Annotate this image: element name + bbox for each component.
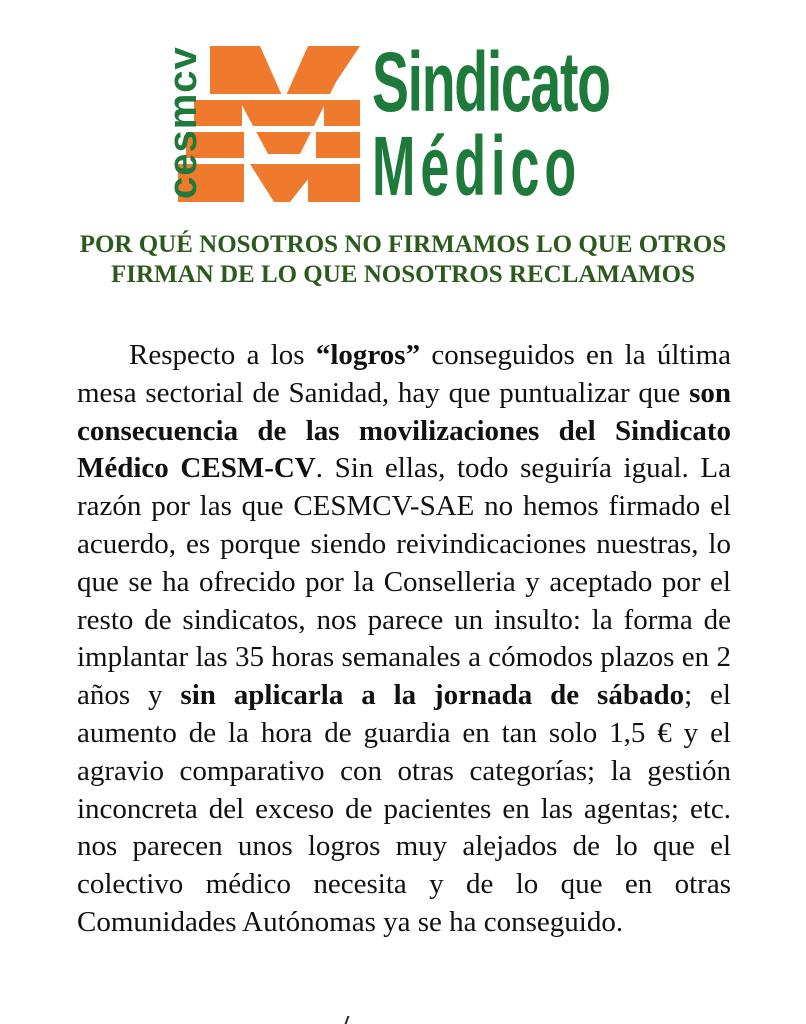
body-text-run: Respecto a los (129, 339, 316, 371)
sindicato-medico-logo (150, 35, 620, 213)
logo-title-line2: Médico (372, 119, 582, 213)
body-text-run: . Sin ellas, todo seguiría igual. La razón por las que CESMCV-SAE no hemos firmado el acuerdo, es porque siendo reivindicaciones nuestras, lo que se ha ofrecido por la Conselleria y aceptado por el resto de sindicatos, nos parece un insulto: la forma de implantar las 35 horas semanales a cómodos plazos en 2 años y (77, 452, 731, 712)
body-bold-sabado: sin aplicarla a la jornada de sábado (180, 679, 685, 712)
logo-side-text: cesmcv (161, 46, 205, 199)
m-logo-mark (178, 46, 360, 202)
body-bold-logros: “logros” (315, 339, 421, 371)
body-bold-movilizaciones: son consecuencia de las movilizaciones del Sindicato Médico CESM-CV (77, 376, 731, 485)
page-edge-mark (345, 1016, 356, 1024)
page-headline: POR QUÉ NOSOTROS NO FIRMAMOS LO QUE OTROS FIRMAN DE LO QUE NOSOTROS RECLAMAMOS (79, 231, 727, 288)
logo-title-line1: Sindicato (372, 35, 610, 129)
body-text-run: ; el aumento de la hora de guardia en tan solo 1,5 € y el agravio comparativo con otras categorías; la gestión inconcreta del exceso de pacientes en las agentas; etc. nos parecen unos logros muy alejados de lo que el colectivo médico necesita y de lo que en otras Comunidades Autónomas ya se ha conseguido. (77, 679, 731, 938)
body-paragraph (77, 337, 731, 942)
body-text-run: conseguidos en la última mesa sectorial de Sanidad, hay que puntualizar que (77, 339, 731, 409)
